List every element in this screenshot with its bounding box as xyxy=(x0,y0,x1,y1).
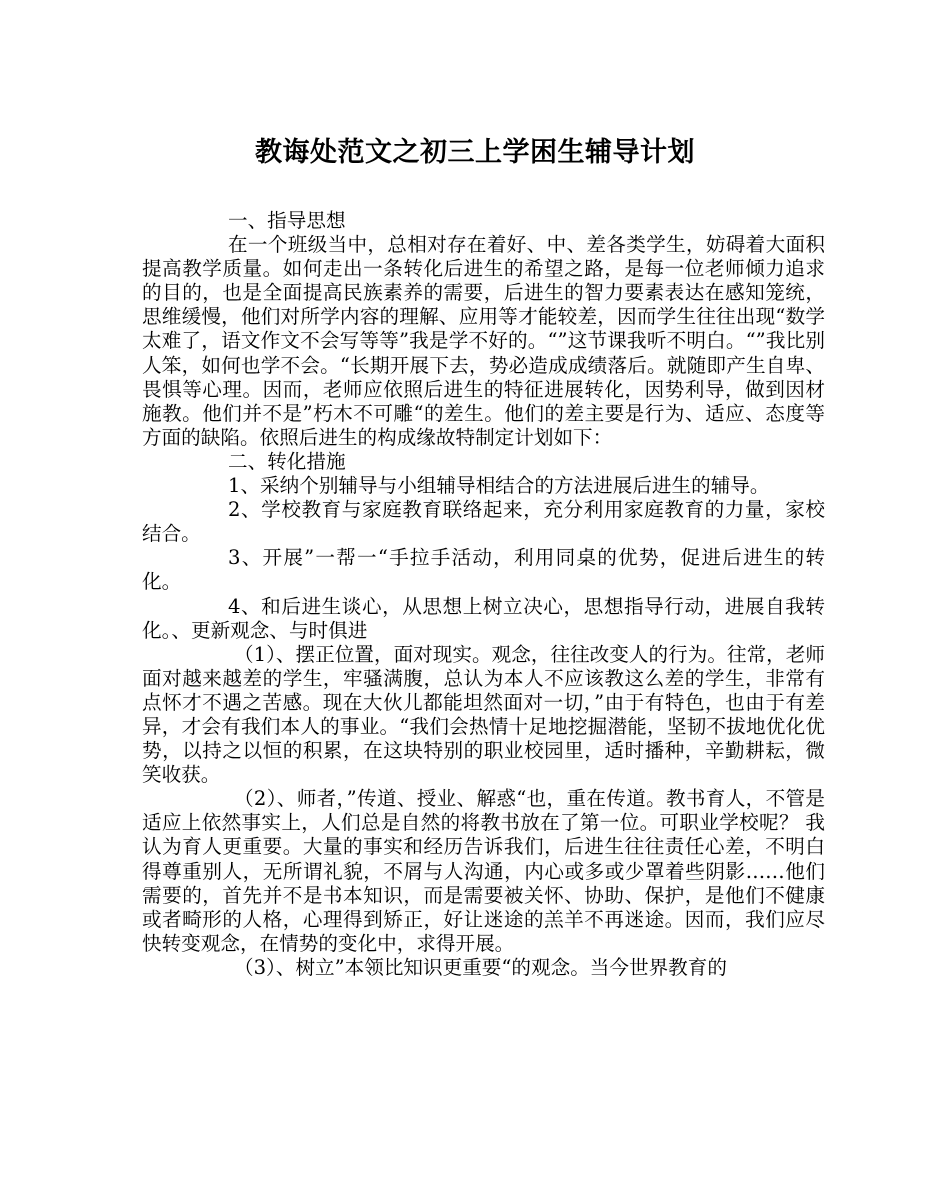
sub-paragraph: （3）、树立”本领比知识更重要“的观念。当今世界教育的 xyxy=(234,955,727,979)
list-item: 2、学校教育与家庭教育联络起来，充分利用家庭教育的力量，家校结合。 xyxy=(142,498,825,546)
document-title: 教诲处范文之初三上学困生辅导计划 xyxy=(255,137,695,168)
list-item: 3、开展”一帮一“手拉手活动，利用同桌的优势，促进后进生的转化。 xyxy=(142,546,825,594)
sub-paragraph: （2）、师者，”传道、授业、解惑“也，重在传道。教书育人，不管是适应上依然事实上，人们总是自然的将教书放在了第一位。可职业学校呢？ 我认为育人更重要。大量的事实和经历告诉我们，后进生往往责任心差，不明白得尊重别人，无所谓礼貌，不屑与人沟通，内心或多或少罩着些阴影……他们需要的，首先并不是书本知识，而是需要被关怀、协助、保护，是他们不健康或者畸形的人格，心理得到矫正，好让迷途的羔羊不再迷途。因而，我们应尽快转变观念，在情势的变化中，求得开展。 xyxy=(142,787,825,955)
paragraph: 在一个班级当中，总相对存在着好、中、差各类学生，妨碍着大面积提高教学质量。如何走出一条转化后进生的希望之路，是每一位老师倾力追求的目的，也是全面提高民族素养的需要，后进生的智力要素表达在感知笼统，思维缓慢，他们对所学内容的理解、应用等才能较差，因而学生往往出现“数学太难了，语文作文不会写等等”我是学不好的。“”这节课我听不明白。“”我比别人笨，如何也学不会。“长期开展下去，势必造成成绩落后。就随即产生自卑、畏惧等心理。因而，老师应依照后进生的特征进展转化，因势利导，做到因材施教。他们并不是”朽木不可雕“的差生。他们的差主要是行为、适应、态度等方面的缺陷。依照后进生的构成缘故特制定计划如下： xyxy=(142,233,825,449)
section-heading-measures: 二、转化措施 xyxy=(228,449,346,473)
list-item: 4、和后进生谈心，从思想上树立决心，思想指导行动，进展自我转化。、更新观念、与时俱进 xyxy=(142,594,825,642)
sub-paragraph: （1）、摆正位置，面对现实。观念，往往改变人的行为。往常，老师面对越来越差的学生，牢骚满腹，总认为本人不应该教这么差的学生，非常有点怀才不遇之苦感。现在大伙儿都能坦然面对一切，”由于有特色，也由于有差异，才会有我们本人的事业。“我们会热情十足地挖掘潜能，坚韧不拔地优化优势，以持之以恒的积累，在这块特别的职业校园里，适时播种，辛勤耕耘，微笑收获。 xyxy=(142,642,825,787)
list-item: 1、采纳个别辅导与小组辅导相结合的方法进展后进生的辅导。 xyxy=(228,474,770,498)
section-heading-guiding-thought: 一、指导思想 xyxy=(228,209,346,232)
document-body xyxy=(142,209,825,980)
